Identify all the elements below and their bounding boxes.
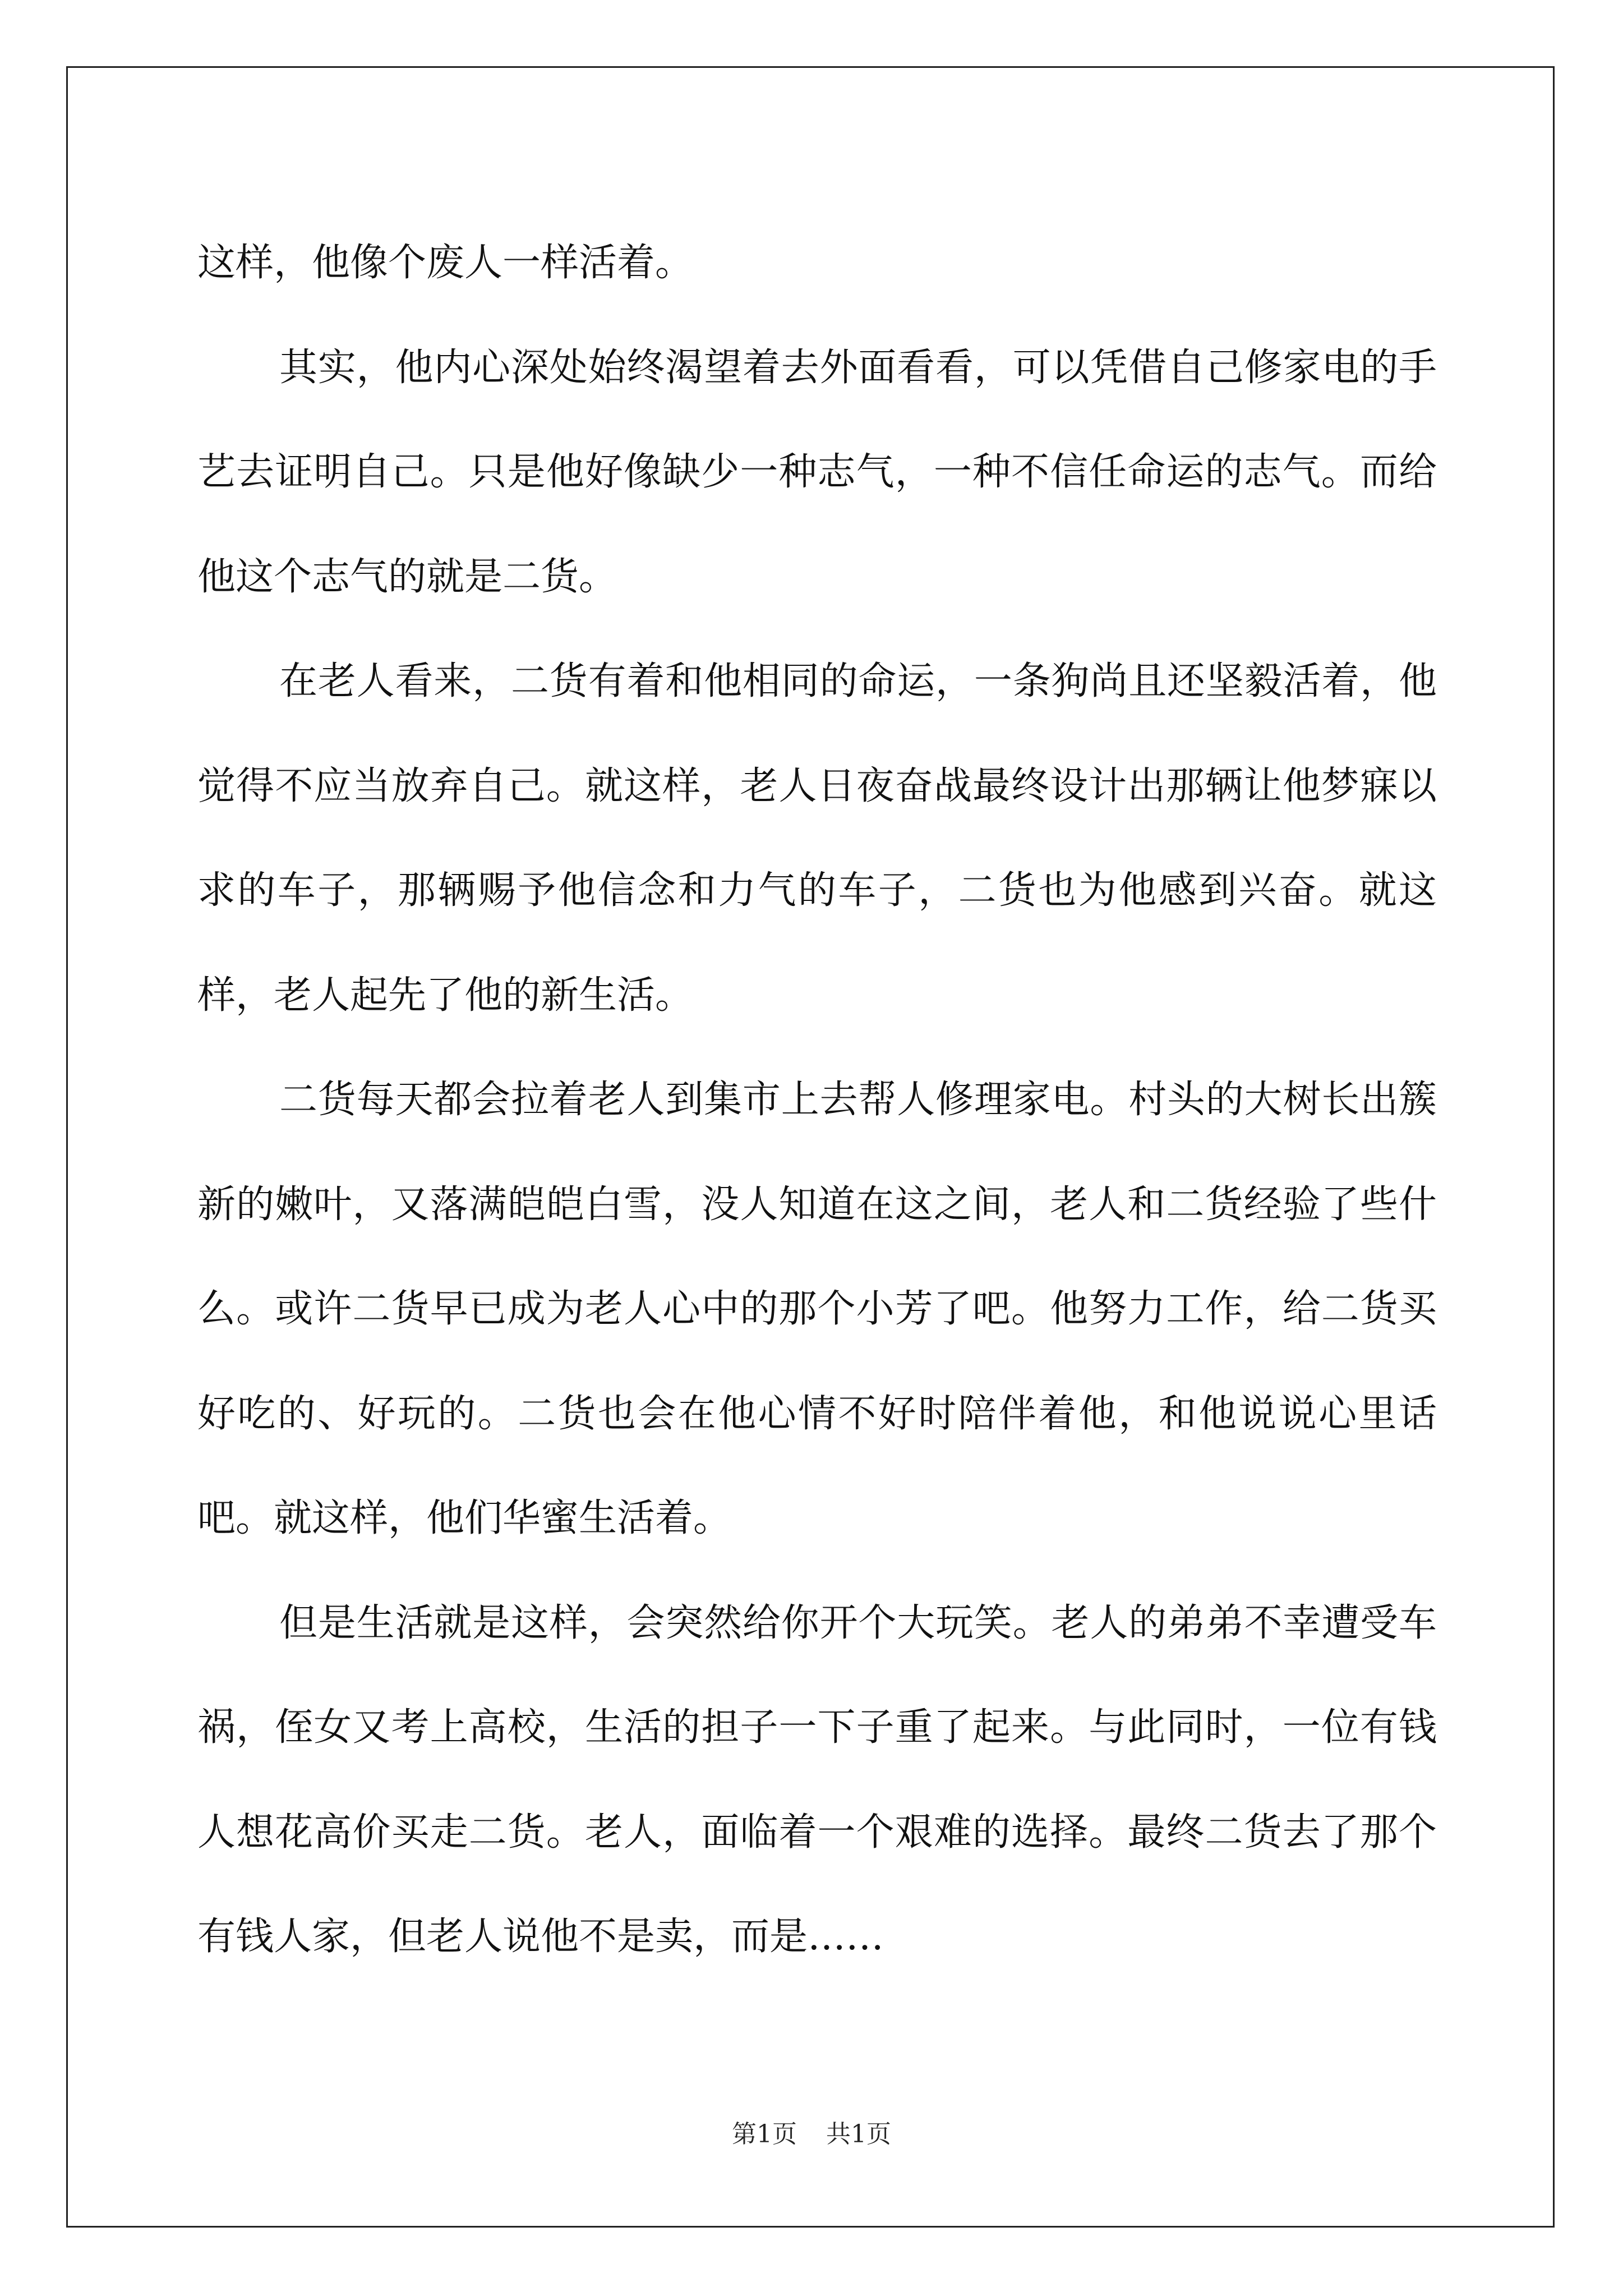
paragraph: 这样，他像个废人一样活着。 (197, 241, 694, 285)
paragraph: 其实，他内心深处始终渴望着去外面看看，可以凭借自己修家电的手艺去证明自己。只是他好像缺少一种志气，一种不信任命运的志气。而给他这个志气的就是二货。 (197, 345, 1437, 599)
paragraph: 在老人看来，二货有着和他相同的命运，一条狗尚且还坚毅活着，他觉得不应当放弃自己。就这样，老人日夜奋战最终设计出那辆让他梦寐以求的车子，那辆赐予他信念和力气的车子，二货也为他感到兴奋。就这样，老人起先了他的新生活。 (197, 659, 1437, 1018)
page-number: 第1页 (732, 2120, 797, 2148)
paragraph: 但是生活就是这样，会突然给你开个大玩笑。老人的弟弟不幸遭受车祸，侄女又考上高校，生活的担子一下子重了起来。与此同时，一位有钱人想花高价买走二货。老人，面临着一个艰难的选择。最终二货去了那个有钱人家，但老人说他不是卖，而是…… (197, 1600, 1437, 1959)
document-body (197, 211, 1437, 1990)
paragraph: 二货每天都会拉着老人到集市上去帮人修理家电。村头的大树长出簇新的嫩叶，又落满皑皑白雪，没人知道在这之间，老人和二货经验了些什么。或许二货早已成为老人心中的那个小芳了吧。他努力工作，给二货买好吃的、好玩的。二货也会在他心情不好时陪伴着他，和他说说心里话吧。就这样，他们华蜜生活着。 (197, 1078, 1437, 1540)
page-footer (0, 2114, 1623, 2150)
page-total: 共1页 (826, 2120, 891, 2148)
